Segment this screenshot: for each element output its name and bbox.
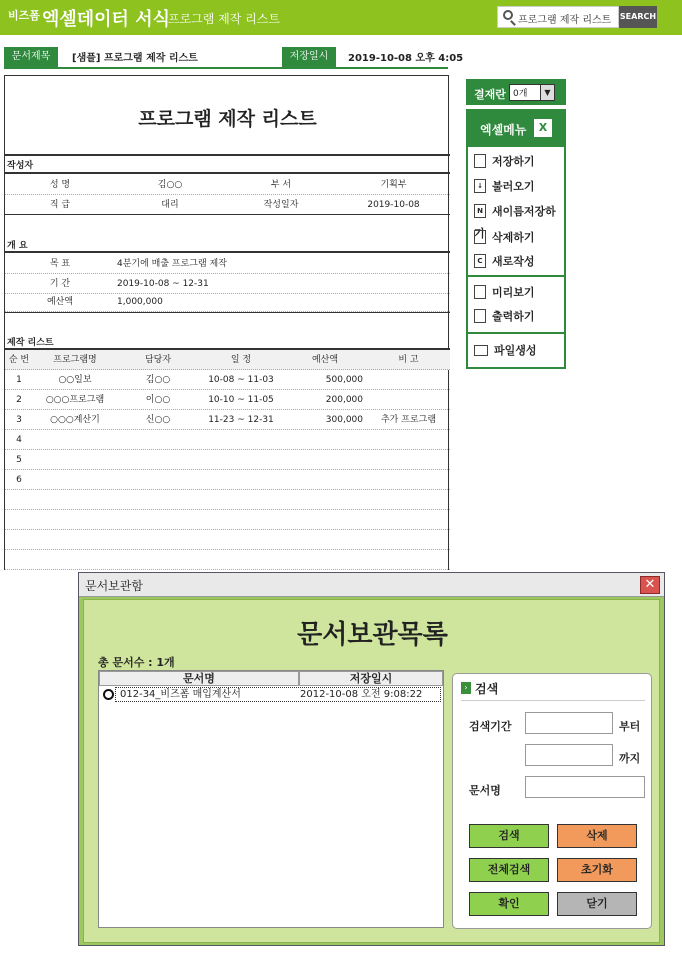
table-cell: 추가 프로그램: [380, 415, 437, 425]
writer-row: [5, 175, 450, 195]
table-row[interactable]: [5, 490, 450, 510]
cell-label: 예산액: [46, 297, 74, 307]
table-cell: ○○○계산기: [50, 415, 100, 425]
column-header-name[interactable]: 문서명: [99, 671, 299, 686]
table-row[interactable]: [5, 530, 450, 550]
table-cell: 신○○: [145, 415, 171, 425]
menu-print[interactable]: [474, 306, 535, 328]
menu-create-file[interactable]: [474, 340, 537, 362]
search-panel-title: 검색: [475, 682, 499, 696]
saved-value: 2019-10-08 오후 4:05: [348, 53, 464, 64]
divider: [468, 332, 564, 334]
cell-value[interactable]: 4분기에 매출 프로그램 제작: [117, 259, 227, 269]
menu-save[interactable]: [474, 151, 535, 173]
menu-label: 저장하기: [492, 155, 535, 168]
table-cell: 4: [16, 435, 22, 445]
divider: [461, 700, 645, 701]
menu-delete[interactable]: [474, 227, 535, 249]
approval-select[interactable]: [509, 84, 555, 101]
cell-label: 기 간: [49, 279, 71, 289]
period-label: 검색기간: [469, 720, 512, 733]
document-list[interactable]: [98, 670, 444, 928]
bizform-logo[interactable]: 비즈폼: [8, 9, 40, 22]
writer-row: [5, 195, 450, 215]
date-from-input[interactable]: [525, 712, 613, 734]
table-row[interactable]: [5, 410, 450, 430]
page-subtitle: 프로그램 제작 리스트: [168, 12, 280, 26]
dialog-title: 문서보관함: [85, 579, 143, 593]
divider: [468, 275, 564, 277]
excel-menu: [466, 109, 566, 369]
table-cell: ○○일보: [58, 375, 92, 385]
table-row[interactable]: [5, 550, 450, 570]
table-cell: 500,000: [325, 375, 363, 385]
item-name: 012-34_비즈폼 매입계산서: [120, 689, 241, 700]
menu-load[interactable]: [474, 176, 535, 198]
table-cell: 10-10 ~ 11-05: [208, 395, 274, 405]
overview-row: [5, 274, 450, 294]
excel-menu-title: 엑셀메뉴: [480, 123, 527, 137]
doc-title-label: 문서제목: [4, 47, 58, 67]
table-cell: 11-23 ~ 12-31: [208, 415, 274, 425]
search-panel: [452, 673, 652, 929]
close-button[interactable]: 닫기: [557, 892, 637, 916]
cell-value[interactable]: 1,000,000: [117, 297, 163, 307]
table-row[interactable]: [5, 450, 450, 470]
doc-title-value: [샘플] 프로그램 제작 리스트: [72, 53, 198, 64]
column-header: 순 번: [8, 355, 30, 365]
table-row[interactable]: [5, 370, 450, 390]
save-icon: [474, 154, 486, 168]
docname-label: 문서명: [469, 784, 501, 797]
document-title: 프로그램 제작 리스트: [138, 108, 317, 130]
print-icon: [474, 309, 486, 323]
table-cell: 이○○: [145, 395, 171, 405]
document-count: 총 문서수 : 1개: [98, 656, 175, 669]
search-input[interactable]: [497, 6, 619, 28]
table-row[interactable]: [5, 430, 450, 450]
search-input-value: 프로그램 제작 리스트: [518, 15, 612, 26]
save-as-icon: N: [474, 204, 486, 218]
saved-label: 저장일시: [282, 47, 336, 67]
table-cell: 200,000: [325, 395, 363, 405]
dialog-titlebar[interactable]: [79, 573, 664, 597]
table-cell: 5: [16, 455, 22, 465]
date-to-input[interactable]: [525, 744, 613, 766]
table-cell: 김○○: [145, 375, 171, 385]
cell-value[interactable]: 김○○: [157, 180, 183, 190]
column-header-date[interactable]: 저장일시: [299, 671, 443, 686]
excel-icon: X: [534, 119, 552, 137]
overview-row: [5, 292, 450, 312]
divider: [5, 251, 450, 253]
list-item[interactable]: [115, 687, 441, 702]
menu-label: 미리보기: [492, 286, 535, 299]
menu-label: 새이름저장하기: [474, 205, 556, 240]
table-cell: 2: [16, 395, 22, 405]
from-label: 부터: [619, 720, 641, 733]
table-header: [5, 350, 450, 370]
table-cell: [367, 390, 450, 410]
section-overview: 개 요: [7, 241, 28, 251]
menu-label: 삭제하기: [492, 231, 535, 244]
ok-button[interactable]: 확인: [469, 892, 549, 916]
divider: [5, 312, 450, 313]
table-cell: ○○○프로그램: [45, 395, 105, 405]
new-document-icon: C: [474, 254, 486, 268]
cell-label: 성 명: [49, 180, 71, 190]
cell-label: 직 급: [49, 200, 71, 210]
table-cell: 6: [16, 475, 22, 485]
chevron-down-icon[interactable]: ▼: [540, 85, 554, 100]
divider: [5, 214, 450, 215]
section-writer: 작성자: [7, 161, 34, 171]
cell-value[interactable]: 2019-10-08 ~ 12-31: [117, 279, 209, 289]
delete-button[interactable]: 삭제: [557, 824, 637, 848]
cell-value[interactable]: 2019-10-08: [367, 200, 420, 210]
menu-new[interactable]: [474, 251, 535, 273]
table-cell: [367, 370, 450, 390]
top-header: [0, 0, 682, 35]
monitor-icon: [474, 285, 486, 299]
cell-label: 부 서: [270, 180, 292, 190]
menu-label: 출력하기: [492, 310, 535, 323]
trash-icon: [474, 230, 486, 244]
site-title[interactable]: 엑셀데이터 서식: [42, 9, 170, 30]
menu-preview[interactable]: [474, 282, 535, 304]
table-cell: 3: [16, 415, 22, 425]
section-list: 제작 리스트: [7, 338, 54, 348]
search-all-button[interactable]: 전체검색: [469, 858, 549, 882]
menu-label: 불러오기: [492, 180, 535, 193]
docname-input[interactable]: [525, 776, 645, 798]
spreadsheet[interactable]: [4, 75, 449, 570]
column-header: 비 고: [398, 355, 419, 365]
reset-button[interactable]: 초기화: [557, 858, 637, 882]
table-row[interactable]: [5, 470, 450, 490]
dialog-heading: 문서보관목록: [297, 620, 448, 650]
dialog-body: [83, 599, 660, 943]
menu-label: 파일생성: [494, 344, 537, 357]
menu-label: 새로작성: [492, 255, 535, 268]
search-button[interactable]: SEARCH: [619, 6, 657, 28]
load-icon: ↓: [474, 179, 486, 193]
column-header: 예산액: [311, 355, 339, 365]
close-icon[interactable]: ✕: [640, 576, 660, 594]
column-header: 프로그램명: [53, 355, 97, 365]
cell-value[interactable]: 대리: [161, 200, 179, 210]
approval-label: 결재란: [474, 88, 506, 101]
column-header: 일 정: [230, 355, 252, 365]
search-icon: [503, 10, 513, 20]
arrow-right-icon: ›: [461, 682, 471, 694]
document-storage-dialog: [78, 572, 665, 946]
cell-label: 작성일자: [263, 200, 299, 210]
table-row[interactable]: [5, 390, 450, 410]
item-date: 2012-10-08 오전 9:08:22: [300, 689, 423, 700]
table-row[interactable]: [5, 510, 450, 530]
table-cell: 10-08 ~ 11-03: [208, 375, 274, 385]
excel-menu-header: [468, 111, 564, 147]
overview-row: [5, 254, 450, 274]
radio-button[interactable]: [103, 689, 114, 700]
divider: [5, 172, 450, 174]
divider: [4, 67, 448, 69]
cell-value[interactable]: 기획부: [380, 180, 407, 190]
cell-label: 목 표: [49, 259, 71, 269]
table-cell: 300,000: [325, 415, 363, 425]
divider: [5, 154, 450, 156]
approval-box: [466, 79, 566, 105]
approval-select-value: 0개: [513, 89, 528, 99]
folder-icon: [474, 345, 488, 356]
search-button[interactable]: 검색: [469, 824, 549, 848]
table-cell: 1: [16, 375, 22, 385]
column-header: 담당자: [144, 355, 172, 365]
to-label: 까지: [619, 752, 641, 765]
